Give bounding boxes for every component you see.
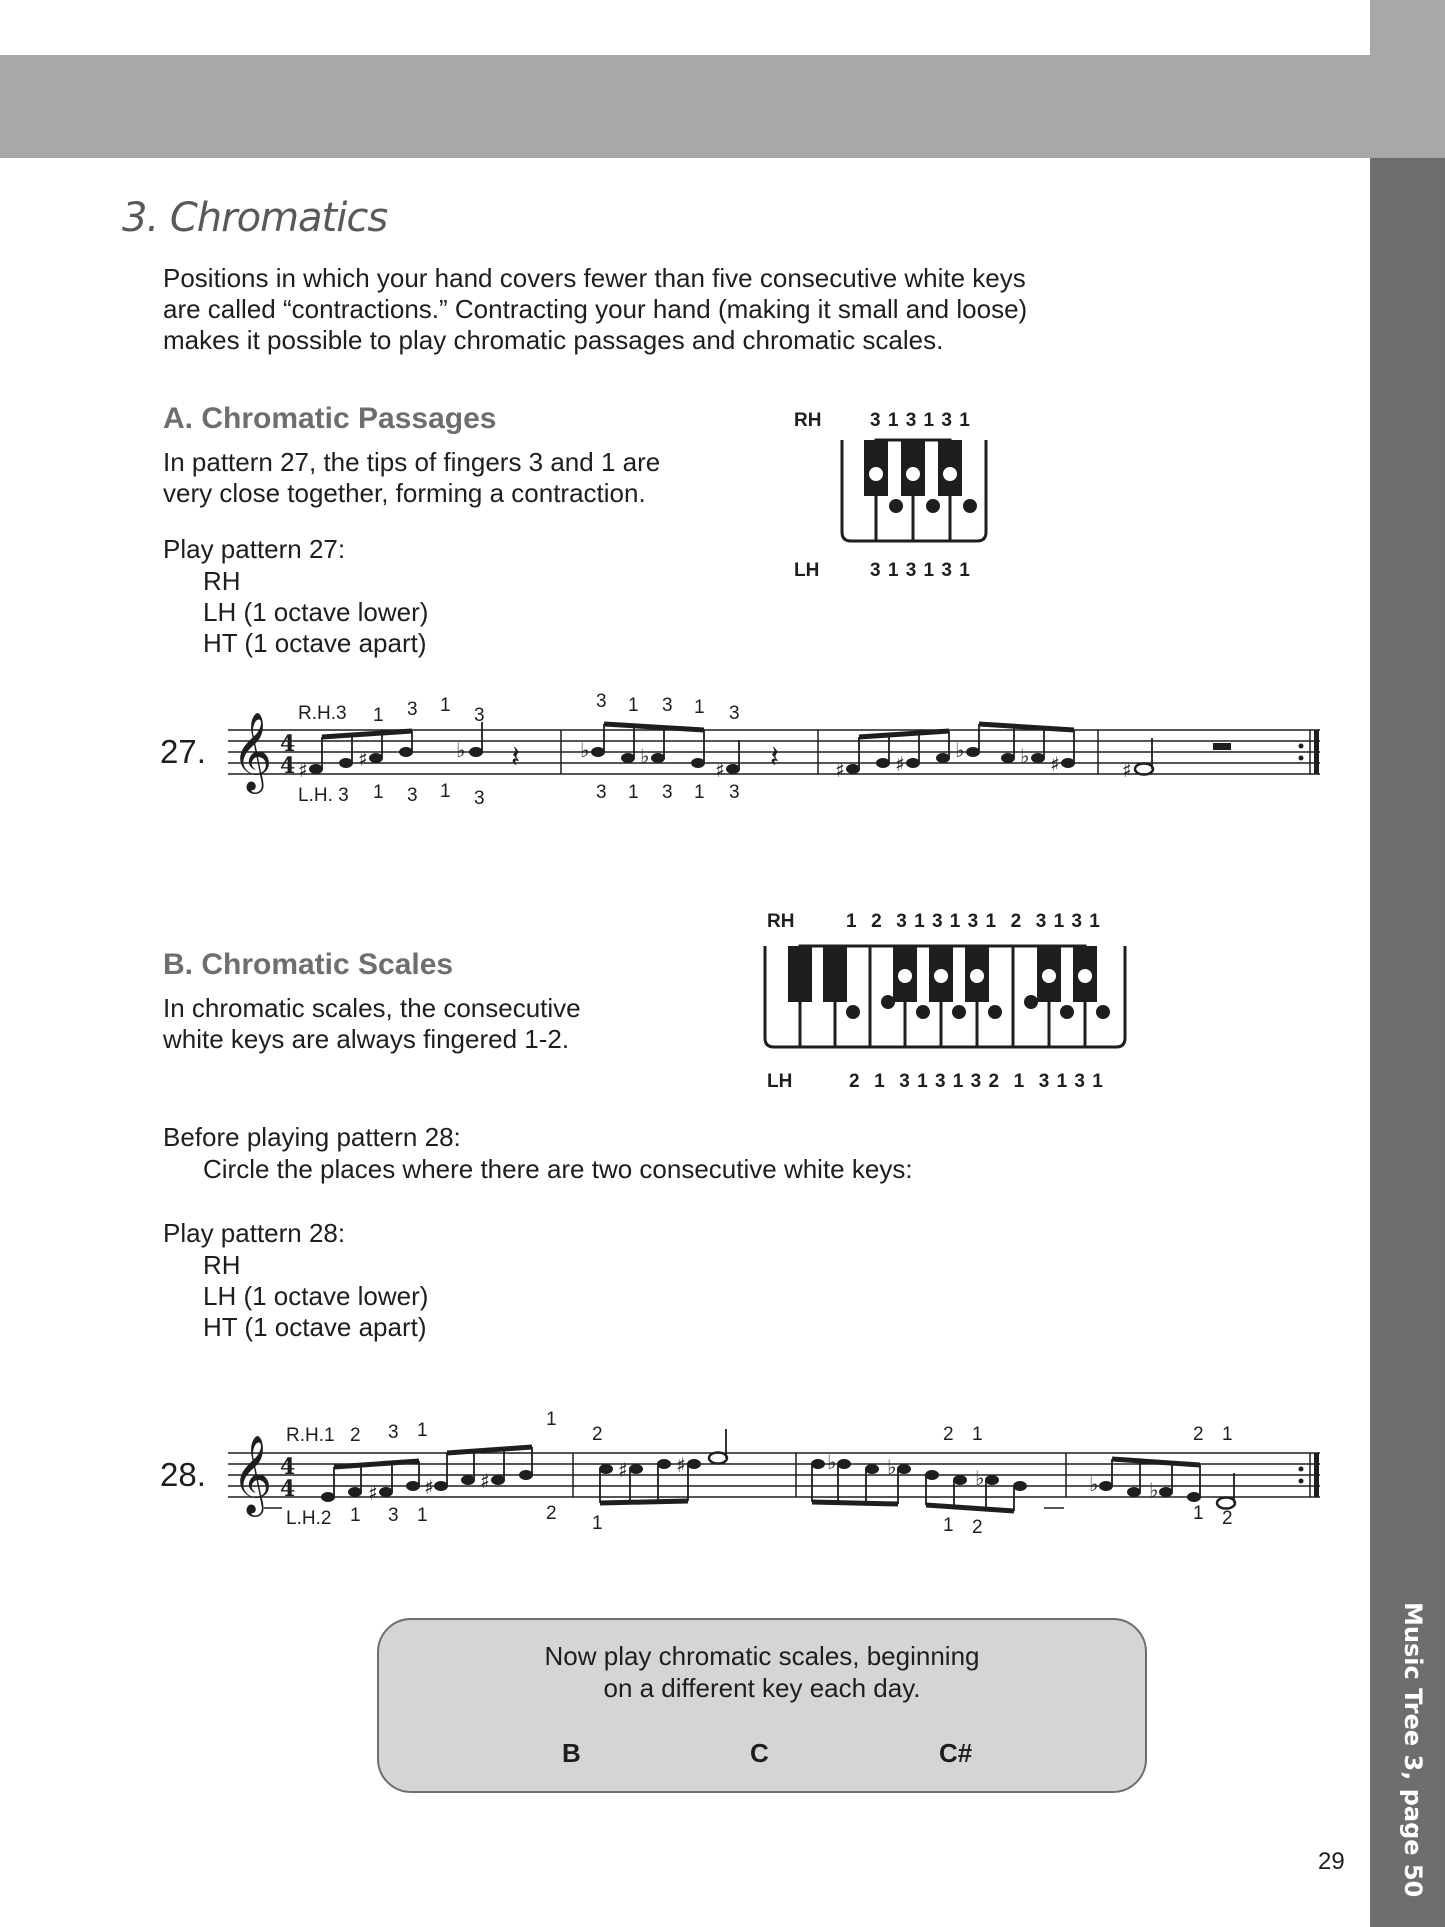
note xyxy=(1001,753,1015,763)
black-key xyxy=(788,946,812,1002)
note xyxy=(1187,1492,1201,1502)
finger-number: 3 xyxy=(662,695,673,716)
play-item: HT (1 octave apart) xyxy=(203,628,427,658)
finger-dot xyxy=(1096,1005,1110,1019)
time-signature-bottom: 4 xyxy=(280,1476,296,1502)
flat-icon: ♭ xyxy=(887,1455,897,1479)
finger-number: 1 xyxy=(628,695,639,716)
note xyxy=(461,1475,475,1485)
pattern-27-staff xyxy=(228,700,1323,820)
finger-number: 1 xyxy=(373,705,384,726)
note xyxy=(621,753,635,763)
keyboard-b-lh-fingering: 2 1 3 1 3 1 3 2 1 3 1 3 1 xyxy=(849,1071,1103,1092)
keyboard-a-diagram xyxy=(840,440,988,543)
flat-icon: ♭ xyxy=(1149,1478,1159,1502)
sharp-icon: ♯ xyxy=(1050,752,1060,776)
pattern-27-number: 27. xyxy=(160,733,206,770)
note xyxy=(399,747,413,757)
finger-number: 3 xyxy=(407,785,418,806)
finger-number: 1 xyxy=(373,782,384,803)
part-b-before-item: Circle the places where there are two consecutive white keys: xyxy=(203,1154,913,1184)
pattern-28-rh-label: R.H.1 xyxy=(286,1425,335,1446)
keyboard-b-rh-label: RH xyxy=(767,911,795,932)
finger-number: 1 xyxy=(417,1505,428,1526)
sharp-icon: ♯ xyxy=(368,1481,378,1505)
part-b-heading: B. Chromatic Scales xyxy=(163,948,454,981)
finger-dot xyxy=(988,1005,1002,1019)
keyboard-a-rh-label: RH xyxy=(794,410,822,431)
side-label: Music Tree 3, page 50 xyxy=(1399,1602,1427,1898)
keyboard-b-rh-fingering: 1 2 3 1 3 1 3 1 2 3 1 3 1 xyxy=(846,911,1100,932)
finger-number: 2 xyxy=(943,1424,954,1445)
time-signature-top: 4 xyxy=(280,731,296,757)
keyboard-b-lh-label: LH xyxy=(767,1071,793,1092)
play-item: RH xyxy=(203,566,241,596)
note xyxy=(936,753,950,763)
finger-number: 1 xyxy=(1193,1503,1204,1524)
note xyxy=(687,1459,701,1469)
note xyxy=(339,758,353,768)
half-note xyxy=(1135,764,1153,775)
keyboard-b-diagram xyxy=(763,946,1127,1049)
note xyxy=(348,1487,362,1497)
note xyxy=(953,1475,967,1485)
finger-dot xyxy=(926,499,940,513)
finger-number: 3 xyxy=(388,1505,399,1526)
rest-icon: 𝄽 xyxy=(770,740,780,775)
finger-dot xyxy=(906,467,920,481)
part-a-text xyxy=(163,447,660,509)
note xyxy=(925,1470,939,1480)
finger-number: 1 xyxy=(350,1505,361,1526)
note xyxy=(591,747,605,757)
note xyxy=(406,1481,420,1491)
sharp-icon: ♯ xyxy=(1122,758,1132,782)
finger-number: 1 xyxy=(972,1424,983,1445)
part-a-heading: A. Chromatic Passages xyxy=(163,402,497,435)
tip-line: Now play chromatic scales, beginning xyxy=(544,1641,980,1671)
finger-dot xyxy=(846,1005,860,1019)
note xyxy=(1159,1487,1173,1497)
tip-key: C xyxy=(750,1738,769,1768)
finger-dot xyxy=(970,969,984,983)
finger-number: 2 xyxy=(546,1503,557,1524)
intro-line: are called “contractions.” Contracting your hand (making it small and loose) xyxy=(163,294,1028,324)
finger-number: 3 xyxy=(407,699,418,720)
note xyxy=(309,764,323,774)
finger-dot xyxy=(943,467,957,481)
finger-number: 3 xyxy=(388,1422,399,1443)
finger-number: 2 xyxy=(1193,1424,1204,1445)
flat-icon: ♭ xyxy=(1020,744,1030,768)
tip-line: on a different key each day. xyxy=(603,1673,921,1703)
keyboard-a-lh-label: LH xyxy=(794,560,820,581)
black-key xyxy=(823,946,847,1002)
note xyxy=(519,1470,533,1480)
flat-icon: ♭ xyxy=(827,1450,837,1474)
time-signature-top: 4 xyxy=(280,1454,296,1480)
flat-icon: ♭ xyxy=(456,738,466,762)
finger-dot xyxy=(869,467,883,481)
finger-dot xyxy=(934,969,948,983)
page-number: 29 xyxy=(1318,1848,1345,1875)
play-item: HT (1 octave apart) xyxy=(203,1312,427,1342)
note xyxy=(1031,753,1045,763)
sharp-icon: ♯ xyxy=(895,752,905,776)
part-b-play-label: Play pattern 28: xyxy=(163,1218,346,1248)
tip-box xyxy=(377,1618,1147,1793)
note xyxy=(846,764,860,774)
sharp-icon: ♯ xyxy=(424,1475,434,1499)
intro-text xyxy=(163,263,1027,356)
part-a-line: very close together, forming a contraction. xyxy=(163,478,646,508)
finger-number: 1 xyxy=(417,1420,428,1441)
finger-number: 1 xyxy=(628,782,639,803)
half-rest-icon xyxy=(1213,743,1231,750)
part-b-before-label: Before playing pattern 28: xyxy=(163,1122,461,1152)
part-a-play-list xyxy=(203,566,428,659)
flat-icon: ♭ xyxy=(1089,1472,1099,1496)
finger-number: 2 xyxy=(1222,1508,1233,1529)
finger-dot xyxy=(898,969,912,983)
sharp-icon: ♯ xyxy=(835,758,845,782)
pattern-27-lh-label: L.H. 3 xyxy=(298,785,349,806)
note xyxy=(657,1459,671,1469)
note xyxy=(966,747,980,757)
half-note xyxy=(1217,1498,1235,1509)
note xyxy=(369,753,383,763)
section-title: 3. Chromatics xyxy=(122,195,388,241)
finger-number: 1 xyxy=(694,697,705,718)
finger-dot xyxy=(889,499,903,513)
pattern-28-number: 28. xyxy=(160,1456,206,1493)
finger-dot xyxy=(1042,969,1056,983)
note xyxy=(865,1464,879,1474)
note xyxy=(1099,1481,1113,1491)
flat-icon: ♭ xyxy=(580,738,590,762)
part-a-play-label: Play pattern 27: xyxy=(163,534,346,564)
sharp-icon: ♯ xyxy=(480,1469,490,1493)
tip-key: C# xyxy=(939,1738,973,1768)
play-item: LH (1 octave lower) xyxy=(203,597,429,627)
finger-number: 1 xyxy=(694,782,705,803)
part-a-line: In pattern 27, the tips of fingers 3 and 1 are xyxy=(163,447,661,477)
sharp-icon: ♯ xyxy=(618,1458,628,1482)
header-band xyxy=(0,55,1370,158)
finger-number: 3 xyxy=(729,703,740,724)
finger-number: 3 xyxy=(474,788,485,809)
finger-dot xyxy=(881,995,895,1009)
flat-icon: ♭ xyxy=(955,738,965,762)
rest-icon: 𝄽 xyxy=(511,740,521,775)
finger-number: 3 xyxy=(596,782,607,803)
note xyxy=(599,1464,613,1474)
note xyxy=(629,1464,643,1474)
finger-number: 2 xyxy=(592,1424,603,1445)
note xyxy=(1127,1487,1141,1497)
note xyxy=(985,1475,999,1485)
note xyxy=(906,758,920,768)
sharp-icon: ♯ xyxy=(676,1453,686,1477)
note xyxy=(897,1464,911,1474)
note xyxy=(726,764,740,774)
note xyxy=(1013,1481,1027,1491)
treble-clef-icon: 𝄞 xyxy=(232,712,273,791)
finger-number: 1 xyxy=(440,695,451,716)
sharp-icon: ♯ xyxy=(358,747,368,771)
time-signature-bottom: 4 xyxy=(280,753,296,779)
finger-number: 2 xyxy=(972,1517,983,1538)
note xyxy=(811,1459,825,1469)
note xyxy=(876,758,890,768)
note xyxy=(837,1459,851,1469)
flat-icon: ♭ xyxy=(640,744,650,768)
tip-key: B xyxy=(562,1738,581,1768)
finger-number: 3 xyxy=(729,782,740,803)
part-b-text xyxy=(163,993,581,1055)
part-b-play-list xyxy=(203,1250,428,1343)
finger-number: 1 xyxy=(546,1409,557,1430)
note xyxy=(321,1492,335,1502)
keyboard-a-lh-fingering: 3 1 3 1 3 1 xyxy=(870,560,970,581)
keyboard-a-rh-fingering: 3 1 3 1 3 1 xyxy=(870,410,970,431)
finger-dot xyxy=(963,499,977,513)
finger-dot xyxy=(1024,995,1038,1009)
finger-dot xyxy=(916,1005,930,1019)
note xyxy=(651,753,665,763)
note xyxy=(691,758,705,768)
sharp-icon: ♯ xyxy=(298,758,308,782)
finger-dot xyxy=(1078,969,1092,983)
finger-number: 1 xyxy=(440,781,451,802)
part-b-line: In chromatic scales, the consecutive xyxy=(163,993,581,1023)
finger-number: 3 xyxy=(596,691,607,712)
note xyxy=(434,1481,448,1491)
note xyxy=(491,1475,505,1485)
finger-number: 1 xyxy=(1222,1424,1233,1445)
note xyxy=(469,747,483,757)
pattern-28-lh-label: L.H.2 xyxy=(286,1508,332,1529)
finger-number: 2 xyxy=(350,1425,361,1446)
finger-number: 1 xyxy=(943,1515,954,1536)
play-item: LH (1 octave lower) xyxy=(203,1281,429,1311)
treble-clef-icon: 𝄞 xyxy=(232,1435,273,1514)
finger-dot xyxy=(952,1005,966,1019)
flat-icon: ♭ xyxy=(975,1466,985,1490)
play-item: RH xyxy=(203,1250,241,1280)
intro-line: makes it possible to play chromatic passages and chromatic scales. xyxy=(163,325,944,355)
pattern-27-rh-label: R.H.3 xyxy=(298,703,347,724)
finger-number: 1 xyxy=(592,1513,603,1534)
sharp-icon: ♯ xyxy=(715,758,725,782)
pattern-28-notes xyxy=(321,1459,1201,1502)
intro-line: Positions in which your hand covers fewer than five consecutive white keys xyxy=(163,263,1026,293)
pattern-28-stems xyxy=(334,1429,1234,1511)
note xyxy=(1061,758,1075,768)
finger-number: 3 xyxy=(662,782,673,803)
tip-text xyxy=(379,1620,1145,1704)
part-b-line: white keys are always fingered 1-2. xyxy=(163,1024,570,1054)
note xyxy=(379,1487,393,1497)
finger-number: 3 xyxy=(474,705,485,726)
half-note xyxy=(709,1453,727,1464)
finger-dot xyxy=(1060,1005,1074,1019)
